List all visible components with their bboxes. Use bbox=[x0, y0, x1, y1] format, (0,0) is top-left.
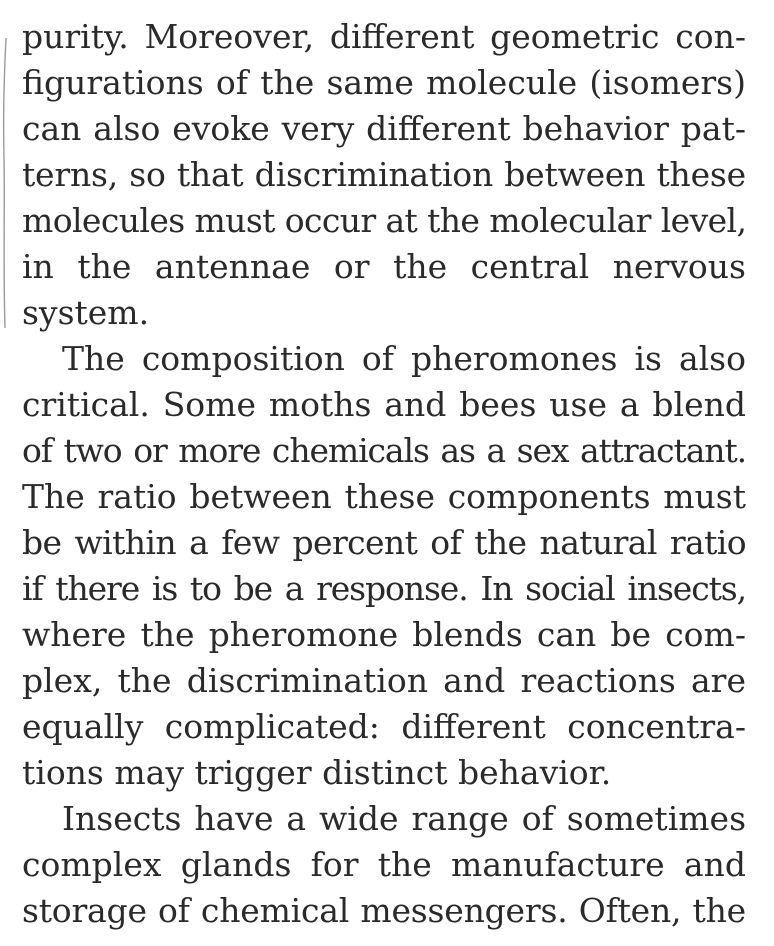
text-line: if there is to be a response. In social insects, bbox=[22, 569, 746, 608]
text-line: system. bbox=[22, 293, 150, 332]
text-line: The ratio between these components must bbox=[22, 477, 746, 516]
text-line: be within a few percent of the natural ratio bbox=[22, 523, 746, 562]
text-line: Insects have a wide range of sometimes bbox=[62, 799, 746, 838]
text-line: where the pheromone blends can be com- bbox=[22, 615, 746, 654]
text-line: of two or more chemicals as a sex attractant. bbox=[22, 431, 746, 470]
text-line: plex, the discrimination and reactions are bbox=[22, 661, 746, 700]
body-text bbox=[22, 14, 746, 934]
margin-crease-mark bbox=[2, 38, 8, 328]
paragraph-1 bbox=[22, 14, 746, 336]
paragraph-2 bbox=[22, 336, 746, 796]
text-line: equally complicated: different concentra- bbox=[22, 707, 746, 746]
text-line: critical. Some moths and bees use a blend bbox=[22, 385, 746, 424]
text-line: molecules must occur at the molecular level, bbox=[22, 201, 747, 240]
text-line: in the antennae or the central nervous bbox=[22, 247, 746, 286]
text-line: figurations of the same molecule (isomers) bbox=[22, 63, 746, 102]
text-line: purity. Moreover, different geometric con- bbox=[22, 17, 746, 56]
text-line: The composition of pheromones is also bbox=[62, 339, 746, 378]
text-line: tions may trigger distinct behavior. bbox=[22, 753, 612, 792]
paragraph-3 bbox=[22, 796, 746, 934]
text-line: storage of chemical messengers. Often, the bbox=[22, 891, 746, 930]
text-line: complex glands for the manufacture and bbox=[22, 845, 746, 884]
text-line: terns, so that discrimination between these bbox=[22, 155, 746, 194]
text-line: can also evoke very different behavior pat- bbox=[22, 109, 746, 148]
